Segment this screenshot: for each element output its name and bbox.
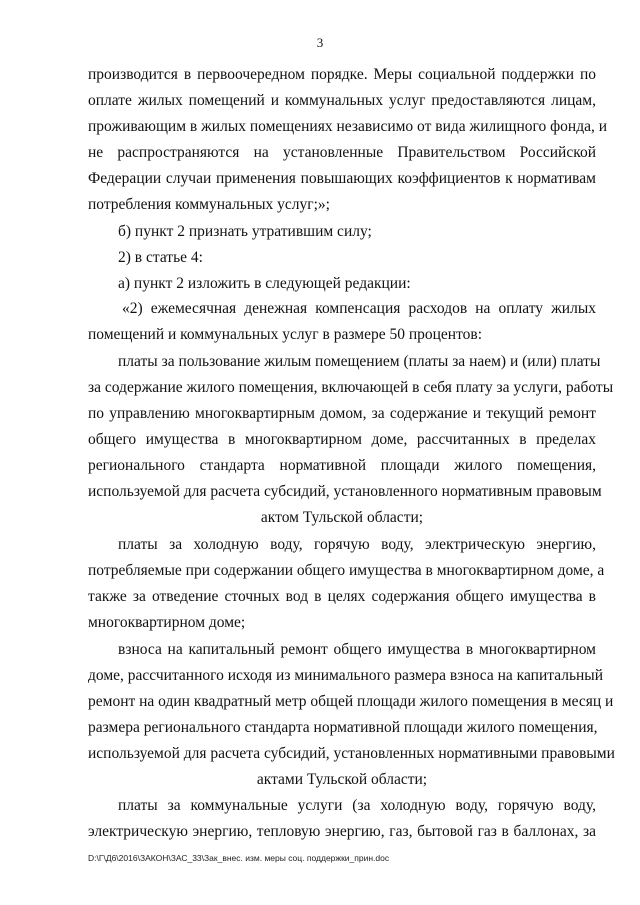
text-line: помещений и коммунальных услуг в размере 50 процентов: <box>88 326 483 343</box>
text-line: потребления коммунальных услуг;»; <box>88 196 330 213</box>
text-line: взноса на капитальный ремонт общего имущества в многоквартирном <box>118 641 596 658</box>
text-line: общего имущества в многоквартирном доме, рассчитанных в пределах <box>88 431 596 448</box>
text-line: производится в первоочередном порядке. Меры социальной поддержки по <box>88 66 596 83</box>
text-line: по управлению многоквартирным домом, за содержание и текущий ремонт <box>88 405 596 422</box>
page-number: 3 <box>316 35 324 50</box>
text-line: используемой для расчета субсидий, установленного нормативным правовым <box>88 483 602 500</box>
text-line: платы за холодную воду, горячую воду, электрическую энергию, <box>118 536 596 553</box>
text-line: 2) в статье 4: <box>118 249 203 266</box>
text-line: не распространяются на установленные Правительством Российской <box>88 144 596 161</box>
text-line: актами Тульской области; <box>256 771 428 788</box>
text-line: актом Тульской области; <box>260 509 424 526</box>
text-line: проживающим в жилых помещениях независимо от вида жилищного фонда, и <box>88 118 608 135</box>
text-line: используемой для расчета субсидий, установленных нормативными правовыми <box>88 745 615 762</box>
text-line: платы за коммунальные услуги (за холодную воду, горячую воду, <box>118 797 596 814</box>
text-line: регионального стандарта нормативной площади жилого помещения, <box>88 457 596 474</box>
text-line: ремонт на один квадратный метр общей площади жилого помещения в месяц и <box>88 693 614 710</box>
text-line: также за отведение сточных вод в целях содержания общего имущества в <box>88 588 596 605</box>
text-line: платы за пользование жилым помещением (платы за наем) и (или) платы <box>118 353 601 370</box>
text-line: многоквартирном доме; <box>88 614 246 631</box>
text-line: оплате жилых помещений и коммунальных услуг предоставляются лицам, <box>88 92 596 109</box>
text-line: а) пункт 2 изложить в следующей редакции: <box>118 275 411 292</box>
text-line: за содержание жилого помещения, включающей в себя плату за услуги, работы <box>88 379 614 396</box>
text-line: потребляемые при содержании общего имущества в многоквартирном доме, а <box>88 562 605 579</box>
text-line: б) пункт 2 признать утратившим силу; <box>118 223 372 240</box>
footer-file-path: D:\Г\Д6\2016\ЗАКОН\ЗАС_33\Зак_внес. изм. меры соц. поддержки_прин.doc <box>88 853 390 863</box>
text-line: электрическую энергию, тепловую энергию, газ, бытовой газ в баллонах, за <box>88 823 596 840</box>
text-line: доме, рассчитанного исходя из минимального размера взноса на капитальный <box>88 667 604 684</box>
text-line: «2) ежемесячная денежная компенсация расходов на оплату жилых <box>122 300 596 317</box>
text-line: размера регионального стандарта нормативной площади жилого помещения, <box>88 719 598 736</box>
text-line: Федерации случаи применения повышающих коэффициентов к нормативам <box>88 170 596 187</box>
